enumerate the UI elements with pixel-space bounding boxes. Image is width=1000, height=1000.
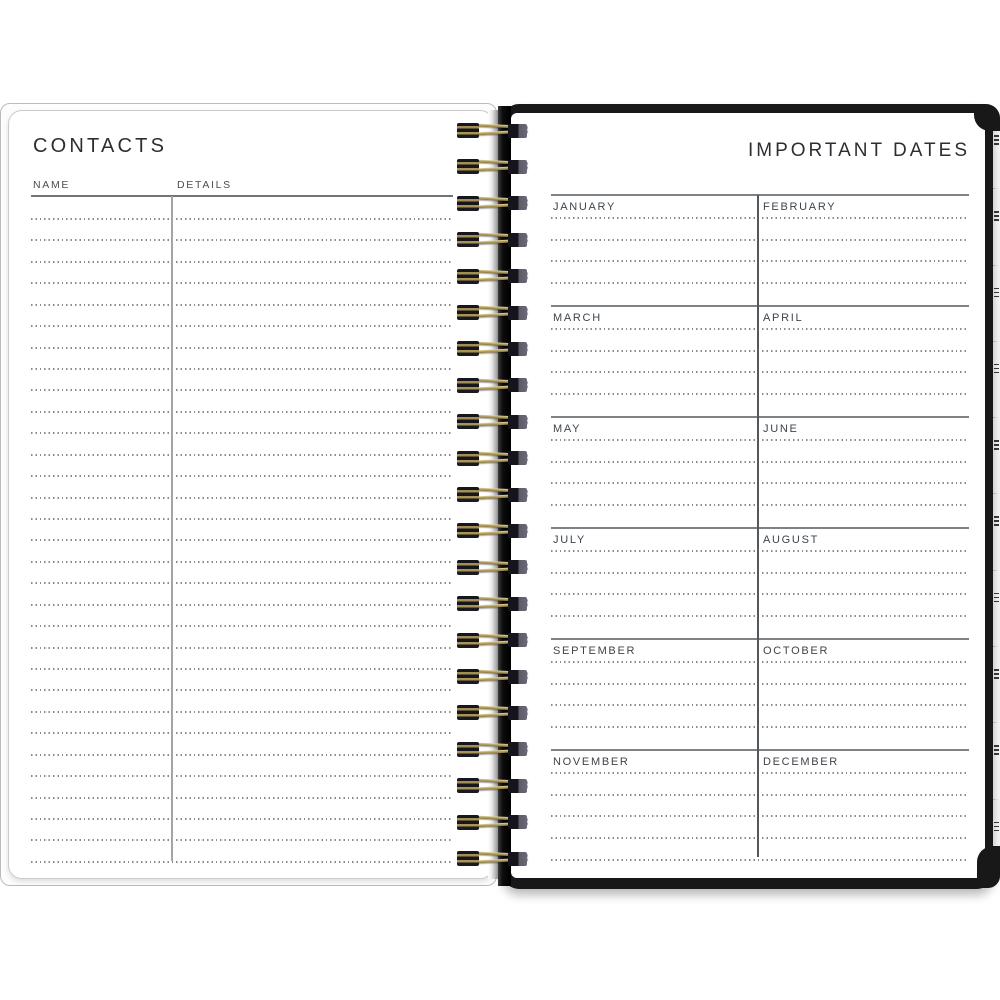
month-label-june: JUNE xyxy=(763,423,799,435)
coil-punch-hole xyxy=(457,778,479,793)
tab-text-fragment xyxy=(994,444,999,446)
tab-text-fragment xyxy=(994,219,999,221)
ruled-line xyxy=(31,454,453,456)
month-section xyxy=(551,194,969,305)
tab-text-fragment xyxy=(994,448,999,450)
coil-punch-hole xyxy=(508,378,527,392)
tab-text-fragment xyxy=(994,822,999,824)
ruled-line xyxy=(31,754,453,756)
tab-text-fragment xyxy=(994,516,999,518)
coil-punch-hole xyxy=(508,160,527,174)
coil-punch-hole xyxy=(508,706,527,720)
binding-coil xyxy=(452,704,530,721)
binding-coil xyxy=(452,850,530,867)
ruled-line xyxy=(31,389,453,391)
coil-punch-hole xyxy=(457,596,479,611)
tab-text-fragment xyxy=(994,826,999,828)
section-rule xyxy=(551,638,969,640)
month-label-december: DECEMBER xyxy=(763,756,839,768)
tab-text-fragment xyxy=(994,135,999,137)
coil-punch-hole xyxy=(457,705,479,720)
right-page-important-dates xyxy=(511,113,985,878)
coil-punch-hole xyxy=(508,560,527,574)
ruled-line xyxy=(31,711,453,713)
ruled-line xyxy=(551,661,969,663)
tab-text-fragment xyxy=(994,215,999,217)
section-rule xyxy=(551,416,969,418)
binding-coil xyxy=(452,304,530,321)
tab-text-fragment xyxy=(994,440,999,442)
coil-punch-hole xyxy=(508,196,527,210)
coil-punch-hole xyxy=(457,815,479,830)
ruled-line xyxy=(551,794,969,796)
binding-coil xyxy=(452,595,530,612)
coil-punch-hole xyxy=(457,341,479,356)
month-section xyxy=(551,416,969,527)
ruled-line xyxy=(551,239,969,241)
coil-punch-hole xyxy=(508,852,527,866)
ruled-line xyxy=(31,775,453,777)
ruled-line xyxy=(551,815,969,817)
month-section xyxy=(551,638,969,749)
contacts-column-divider xyxy=(171,196,173,861)
ruled-line xyxy=(31,497,453,499)
ruled-line xyxy=(31,797,453,799)
coil-punch-hole xyxy=(457,159,479,174)
ruled-line xyxy=(31,539,453,541)
ruled-line xyxy=(31,239,453,241)
ruled-line xyxy=(551,217,969,219)
ruled-line xyxy=(551,683,969,685)
coil-punch-hole xyxy=(508,342,527,356)
coil-punch-hole xyxy=(508,124,527,138)
binding-coil xyxy=(452,632,530,649)
tab-text-fragment xyxy=(994,139,999,141)
ruled-line xyxy=(551,504,969,506)
important-dates-column-divider xyxy=(757,195,759,857)
ruled-line xyxy=(551,772,969,774)
ruled-line xyxy=(551,393,969,395)
tab-text-fragment xyxy=(994,749,999,751)
month-section xyxy=(551,749,969,860)
ruled-line xyxy=(31,647,453,649)
ruled-line xyxy=(31,582,453,584)
ruled-line xyxy=(31,818,453,820)
coil-punch-hole xyxy=(457,633,479,648)
coil-punch-hole xyxy=(508,633,527,647)
tab-text-fragment xyxy=(994,745,999,747)
month-label-september: SEPTEMBER xyxy=(553,645,637,657)
coil-punch-hole xyxy=(457,232,479,247)
ruled-line xyxy=(551,615,969,617)
binding-coil xyxy=(452,559,530,576)
ruled-line xyxy=(31,689,453,691)
tab-text-fragment xyxy=(994,211,999,213)
ruled-line xyxy=(551,837,969,839)
ruled-line xyxy=(551,328,969,330)
month-label-april: APRIL xyxy=(763,312,804,324)
ruled-line xyxy=(551,704,969,706)
tab-text-fragment xyxy=(994,830,999,832)
coil-punch-hole xyxy=(457,414,479,429)
coil-punch-hole xyxy=(508,415,527,429)
ruled-line xyxy=(31,561,453,563)
ruled-line xyxy=(31,282,453,284)
coil-punch-hole xyxy=(508,597,527,611)
ruled-line xyxy=(551,550,969,552)
coil-punch-hole xyxy=(457,851,479,866)
tab-text-fragment xyxy=(994,368,999,370)
tab-text-fragment xyxy=(994,296,999,298)
ruled-line xyxy=(31,732,453,734)
binding-coil xyxy=(452,340,530,357)
month-label-july: JULY xyxy=(553,534,586,546)
ruled-line xyxy=(31,261,453,263)
ruled-line xyxy=(31,518,453,520)
section-rule xyxy=(551,749,969,751)
coil-punch-hole xyxy=(508,524,527,538)
ruled-line xyxy=(551,350,969,352)
coil-punch-hole xyxy=(508,269,527,283)
ruled-line xyxy=(31,411,453,413)
ruled-line xyxy=(551,572,969,574)
binding-coil xyxy=(452,741,530,758)
ruled-line xyxy=(31,839,453,841)
tab-text-fragment xyxy=(994,143,999,145)
coil-punch-hole xyxy=(508,742,527,756)
coil-punch-hole xyxy=(508,233,527,247)
contacts-title: CONTACTS xyxy=(33,135,168,157)
name-column-header: NAME xyxy=(33,179,71,191)
month-label-january: JANUARY xyxy=(553,201,617,213)
tab-text-fragment xyxy=(994,288,999,290)
ruled-line xyxy=(551,439,969,441)
binding-coil xyxy=(452,522,530,539)
tab-text-fragment xyxy=(994,753,999,755)
ruled-line xyxy=(31,432,453,434)
binding-coil xyxy=(452,777,530,794)
ruled-line xyxy=(31,218,453,220)
month-label-march: MARCH xyxy=(553,312,602,324)
coil-punch-hole xyxy=(457,487,479,502)
binding-coil xyxy=(452,814,530,831)
tab-text-fragment xyxy=(994,372,999,374)
month-section xyxy=(551,527,969,638)
month-label-february: FEBRUARY xyxy=(763,201,837,213)
ruled-line xyxy=(31,604,453,606)
section-rule xyxy=(551,194,969,196)
coil-punch-hole xyxy=(457,451,479,466)
coil-punch-hole xyxy=(457,560,479,575)
binding-coil xyxy=(452,268,530,285)
binding-coil xyxy=(452,195,530,212)
binding-coil xyxy=(452,413,530,430)
ruled-line xyxy=(551,859,969,861)
tab-text-fragment xyxy=(994,673,999,675)
important-dates-title: IMPORTANT DATES xyxy=(747,140,970,161)
ruled-line xyxy=(551,482,969,484)
coil-punch-hole xyxy=(508,779,527,793)
ruled-line xyxy=(551,282,969,284)
left-page-contacts xyxy=(8,110,494,879)
tab-text-fragment xyxy=(994,677,999,679)
coil-punch-hole xyxy=(457,742,479,757)
tab-text-fragment xyxy=(994,597,999,599)
tab-text-fragment xyxy=(994,593,999,595)
coil-punch-hole xyxy=(457,196,479,211)
ruled-line xyxy=(31,325,453,327)
month-label-may: MAY xyxy=(553,423,582,435)
ruled-line xyxy=(551,260,969,262)
binding-coil xyxy=(452,377,530,394)
coil-punch-hole xyxy=(457,123,479,138)
binding-coil xyxy=(452,486,530,503)
coil-punch-hole xyxy=(508,306,527,320)
month-label-november: NOVEMBER xyxy=(553,756,630,768)
coil-punch-hole xyxy=(457,378,479,393)
coil-punch-hole xyxy=(508,670,527,684)
ruled-line xyxy=(551,461,969,463)
ruled-line xyxy=(31,347,453,349)
month-label-august: AUGUST xyxy=(763,534,820,546)
binding-coil xyxy=(452,450,530,467)
ruled-line xyxy=(31,304,453,306)
coil-punch-hole xyxy=(508,451,527,465)
ruled-line xyxy=(31,368,453,370)
coil-punch-hole xyxy=(508,815,527,829)
section-rule xyxy=(551,305,969,307)
ruled-line xyxy=(551,726,969,728)
tab-text-fragment xyxy=(994,364,999,366)
binding-coil xyxy=(452,231,530,248)
ruled-line xyxy=(551,593,969,595)
coil-punch-hole xyxy=(457,669,479,684)
month-section xyxy=(551,305,969,416)
details-column-header: DETAILS xyxy=(177,179,232,191)
month-label-october: OCTOBER xyxy=(763,645,830,657)
coil-punch-hole xyxy=(508,488,527,502)
tab-text-fragment xyxy=(994,524,999,526)
binding-coil xyxy=(452,158,530,175)
ruled-line xyxy=(31,861,453,863)
binding-coil xyxy=(452,122,530,139)
tab-text-fragment xyxy=(994,669,999,671)
ruled-line xyxy=(551,371,969,373)
ruled-line xyxy=(31,475,453,477)
coil-punch-hole xyxy=(457,523,479,538)
cover-corner-bottom-right xyxy=(977,846,1000,888)
ruled-line xyxy=(31,668,453,670)
tab-text-fragment xyxy=(994,292,999,294)
binding-coil xyxy=(452,668,530,685)
coil-punch-hole xyxy=(457,269,479,284)
contacts-header-rule xyxy=(31,195,453,197)
tab-text-fragment xyxy=(994,520,999,522)
coil-punch-hole xyxy=(457,305,479,320)
ruled-line xyxy=(31,625,453,627)
section-rule xyxy=(551,527,969,529)
tab-text-fragment xyxy=(994,601,999,603)
